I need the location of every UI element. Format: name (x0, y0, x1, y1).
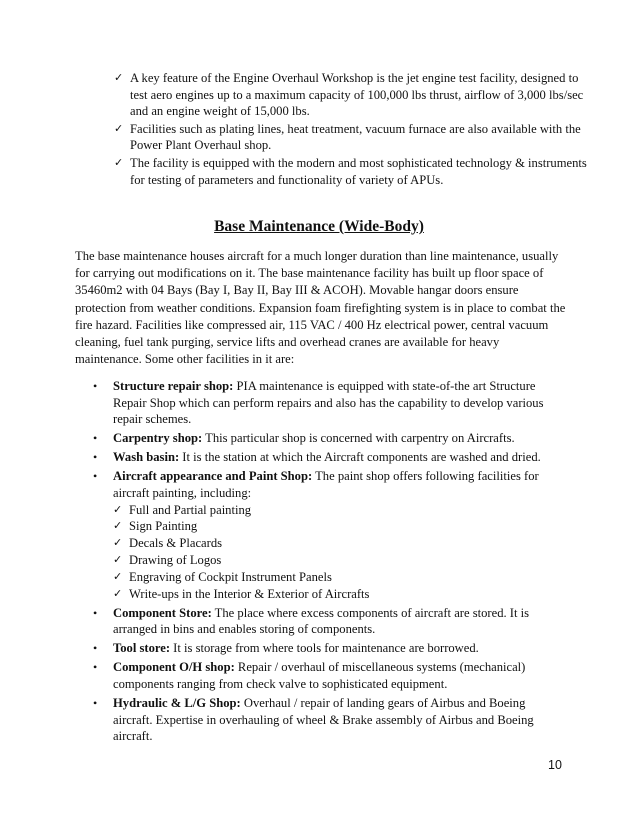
intro-paragraph: The base maintenance houses aircraft for a much longer duration than line maintenance, usually for carrying out modifications on it. The base maintenance facility has built up floor space of 35460m2 with 04 Bays (Bay I, Bay II, Bay III & ACOH). Movable hangar doors ensure protection from weather conditions. Expansion foam firefighting system is in place to combat the fire hazard. Facilities like compressed air, 115 VAC / 400 Hz electrical power, central vacuum cleaning, fuel tank purging, service lifts and overhead cranes are available for heavy maintenance. Some other facilities in it are: (75, 249, 566, 367)
checklist-item: ✓ Full and Partial painting (113, 502, 252, 517)
checklist-item: ✓ Drawing of Logos (113, 553, 222, 567)
item-label: Component Store: (113, 605, 212, 620)
bullet-icon: • (93, 450, 98, 465)
bullet-icon: • (93, 696, 98, 711)
list-item: • Aircraft appearance and Paint Shop: The paint shop offers following facilities for aircraft painting, including: ✓ Full and Partial painting ✓ Sign Painting ✓ Decals & Placards ✓ Drawing of Logos ✓ Engraving of Cockpit Instrument Panels ✓ Write-ups in the Interior & Exterior of Aircrafts (93, 468, 553, 602)
bullet-icon: • (93, 660, 98, 675)
page-number: 10 (548, 758, 562, 772)
item-label: Wash basin: (113, 450, 180, 465)
checkmark-icon: ✓ (114, 71, 124, 84)
checklist-item: ✓ Facilities such as plating lines, heat treatment, vacuum furnace are also available with the Power Plant Overhaul shop. (114, 121, 581, 153)
checkmark-icon: ✓ (114, 155, 124, 169)
bullet-icon: • (93, 469, 98, 484)
checkmark-icon: ✓ (113, 502, 123, 516)
checklist-item: ✓ The facility is equipped with the modern and most sophisticated technology & instruments for testing of parameters and functionality of variety of APUs. (114, 155, 587, 187)
bullet-icon: • (93, 379, 98, 393)
checklist-item: ✓ Sign Painting (113, 519, 198, 534)
checkmark-icon: ✓ (113, 586, 123, 600)
list-item: • Tool store: It is storage from where tools for maintenance are borrowed. (93, 641, 479, 656)
checkmark-icon: ✓ (113, 553, 123, 566)
item-label: Carpentry shop: (113, 431, 203, 446)
checkmark-icon: ✓ (113, 569, 123, 583)
item-label: Component O/H shop: (113, 660, 235, 675)
checkmark-icon: ✓ (113, 536, 123, 550)
section-title: Base Maintenance (Wide-Body) (214, 218, 424, 235)
list-item: • Component Store: The place where excess components of aircraft are stored. It is arranged in bins and enables storing of components. (93, 605, 530, 637)
item-label: Structure repair shop: (113, 379, 234, 393)
checklist-item: ✓ Write-ups in the Interior & Exterior of Aircrafts (113, 586, 370, 601)
list-item: • Hydraulic & L/G Shop: Overhaul / repair of landing gears of Airbus and Boeing aircraft. Expertise in overhauling of wheel & Brake assembly of Airbus and Boeing aircraft. (93, 696, 534, 744)
checklist-item: ✓ Engraving of Cockpit Instrument Panels (113, 569, 332, 584)
checklist-item: ✓ Decals & Placards (113, 536, 223, 551)
bullet-icon: • (93, 431, 98, 446)
checkmark-icon: ✓ (113, 519, 123, 533)
bullet-icon: • (93, 605, 98, 620)
list-item: • Structure repair shop: PIA maintenance is equipped with state-of-the art Structure Repair Shop which can perform repairs and also has the capability to develop various repair schemes. (93, 379, 544, 427)
bullet-icon: • (93, 641, 98, 656)
paint-facilities-list (113, 502, 553, 603)
top-checklist (114, 70, 594, 189)
item-label: Aircraft appearance and Paint Shop: (113, 469, 313, 484)
item-label: Hydraulic & L/G Shop: (113, 696, 241, 711)
list-item: • Component O/H shop: Repair / overhaul of miscellaneous systems (mechanical) components ranging from check valve to sophisticated equipment. (93, 660, 526, 692)
list-item: • Carpentry shop: This particular shop is concerned with carpentry on Aircrafts. (93, 431, 515, 446)
checkmark-icon: ✓ (114, 121, 124, 135)
checklist-item: ✓ A key feature of the Engine Overhaul Workshop is the jet engine test facility, designed to test aero engines up to a maximum capacity of 100,000 lbs thrust, airflow of 3,000 lbs/sec and an engine weight of 15,000 lbs. (114, 71, 584, 119)
facilities-list (93, 378, 553, 747)
list-item: • Wash basin: It is the station at which the Aircraft components are washed and dried. (93, 450, 541, 465)
item-label: Tool store: (113, 641, 171, 656)
